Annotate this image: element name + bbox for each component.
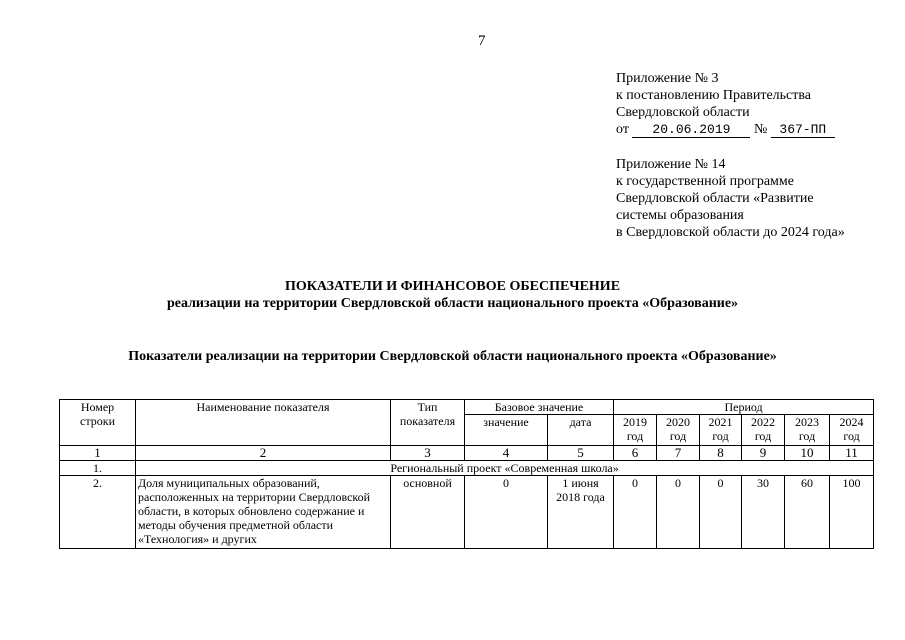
header-period: Период: [614, 400, 874, 415]
section-title: Региональный проект «Современная школа»: [136, 461, 874, 476]
resolution-number: 367-ПП: [771, 123, 835, 138]
column-number: 2: [136, 446, 391, 461]
indicator-type: основной: [391, 476, 465, 549]
header-year: 2022 год: [742, 415, 785, 446]
table-row: [60, 461, 874, 476]
indicator-name: Доля муниципальных образований, расположенных на территории Свердловской области, в которых обновлено содержание и методы обучения предметной области «Технология» и других: [136, 476, 391, 549]
appendix-3-date-line: [616, 121, 835, 138]
number-prefix: №: [753, 122, 768, 137]
page-number: 7: [478, 33, 486, 49]
value-2022: 30: [742, 476, 785, 549]
appendix-14-block: [616, 156, 845, 241]
header-row-number: Номер строки: [60, 400, 136, 446]
appendix-14-line1: Приложение № 14: [616, 157, 726, 172]
header-base-value: Базовое значение: [465, 400, 614, 415]
appendix-3-line1: Приложение № 3: [616, 71, 719, 86]
header-indicator-name: Наименование показателя: [136, 400, 391, 446]
header-base-value-date: дата: [548, 415, 614, 446]
appendix-14-line3: Свердловской области «Развитие: [616, 191, 814, 206]
value-2021: 0: [700, 476, 742, 549]
column-number: 7: [657, 446, 700, 461]
table-row: [60, 476, 874, 549]
appendix-14-line4: системы образования: [616, 208, 744, 223]
header-year: 2023 год: [785, 415, 830, 446]
row-number: 1.: [60, 461, 136, 476]
base-date: 1 июня 2018 года: [548, 476, 614, 549]
column-number: 5: [548, 446, 614, 461]
header-year: 2020 год: [657, 415, 700, 446]
header-year: 2024 год: [830, 415, 874, 446]
appendix-3-line3: Свердловской области: [616, 105, 750, 120]
header-year: 2021 год: [700, 415, 742, 446]
appendix-3-block: [616, 70, 835, 138]
column-number: 11: [830, 446, 874, 461]
row-number: 2.: [60, 476, 136, 549]
resolution-date: 20.06.2019: [632, 123, 750, 138]
appendix-14-line5: в Свердловской области до 2024 года»: [616, 225, 845, 240]
value-2024: 100: [830, 476, 874, 549]
appendix-3-line2: к постановлению Правительства: [616, 88, 812, 103]
indicators-table: [59, 399, 874, 549]
document-title: ПОКАЗАТЕЛИ И ФИНАНСОВОЕ ОБЕСПЕЧЕНИЕ: [284, 279, 621, 294]
value-2020: 0: [657, 476, 700, 549]
header-base-value-value: значение: [465, 415, 548, 446]
value-2019: 0: [614, 476, 657, 549]
document-title-line2: реализации на территории Свердловской области национального проекта «Образование»: [166, 296, 739, 311]
column-number: 9: [742, 446, 785, 461]
column-number: 1: [60, 446, 136, 461]
date-prefix: от: [616, 122, 629, 137]
column-number: 10: [785, 446, 830, 461]
column-number: 8: [700, 446, 742, 461]
header-indicator-type: Тип показателя: [391, 400, 465, 446]
base-value: 0: [465, 476, 548, 549]
header-year: 2019 год: [614, 415, 657, 446]
column-number: 4: [465, 446, 548, 461]
value-2023: 60: [785, 476, 830, 549]
column-number: 3: [391, 446, 465, 461]
section-subtitle: Показатели реализации на территории Свердловской области национального проекта «Образование»: [128, 349, 777, 364]
column-number: 6: [614, 446, 657, 461]
appendix-14-line2: к государственной программе: [616, 174, 794, 189]
